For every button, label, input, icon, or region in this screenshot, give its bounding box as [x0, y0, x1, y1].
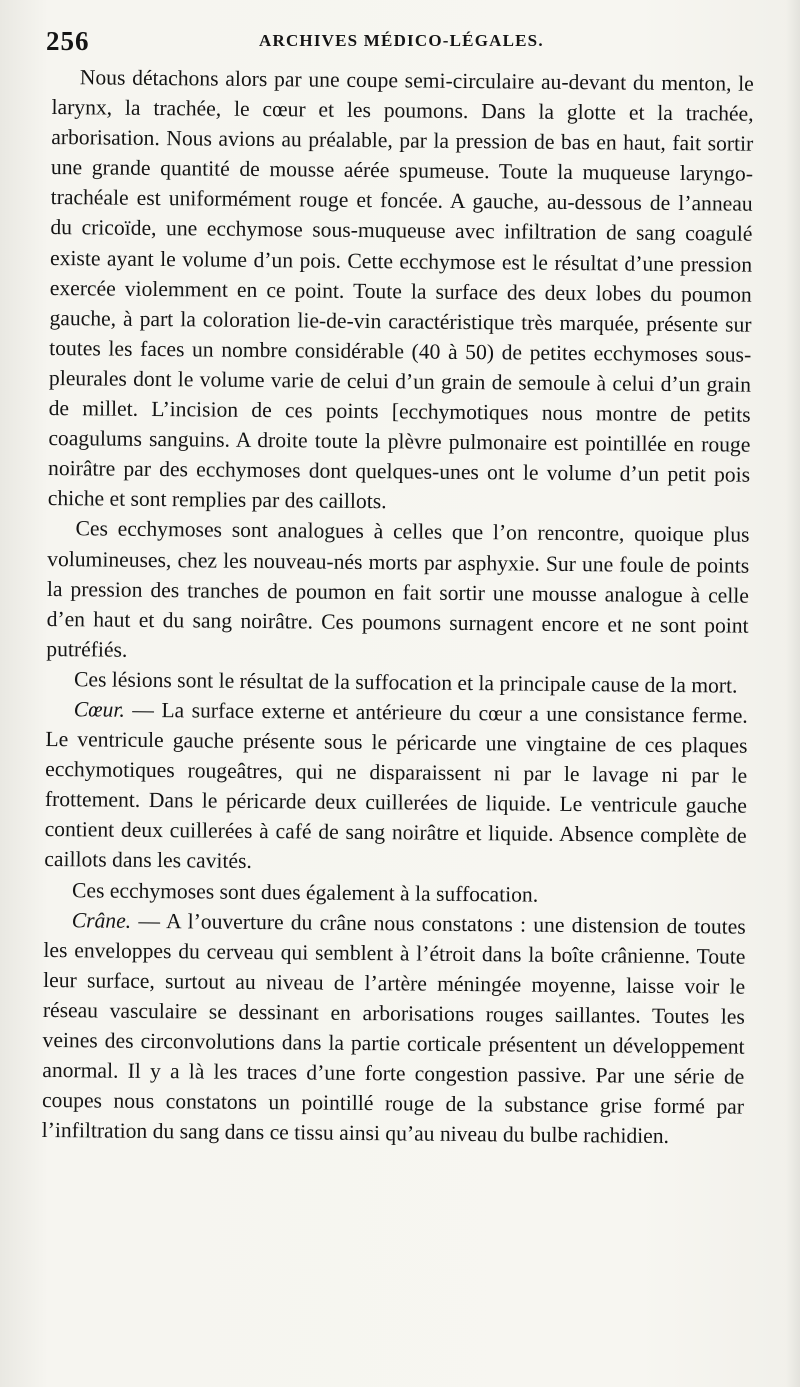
body-text — [42, 62, 754, 1152]
paragraph-text: — A l’ouverture du crâne nous constatons : une distension de toutes les enveloppes du cerveau qui semblent à l’étroit dans la boîte crânienne. Toute leur surface, surtout au niveau de l’artère méningée moyenne, laisse voir le réseau vasculaire se dessinant en arborisations rouges saillantes. Toutes les veines des circonvolutions dans la partie corticale présentent un développement anormal. Il y a là les traces d’une forte congestion passive. Par une série de coupes nous constatons un pointillé rouge de la substance grise formé par l’infiltration du sang dans ce tissu ainsi qu’au niveau du bulbe rachidien. — [41, 908, 746, 1149]
paragraph-asphyxia-comparison — [46, 513, 749, 670]
paragraph-text: Ces ecchymoses sont analogues à celles que l’on rencontre, quoique plus volumineuses, chez les nouveau-nés morts par asphyxie. Sur une foule de points la pression des tranches de poumon en fait sortir une mousse analogue à celle d’en haut et du sang noirâtre. Ces poumons surnagent encore et ne sont point putréfiés. — [46, 516, 750, 662]
paragraph-text: — La surface externe et antérieure du cœur a une consistance ferme. Le ventricule gauche présente sous le péricarde une vingtaine de ces plaques ecchymotiques rougeâtres, qui ne disparaissent ni par le lavage ni par le frottement. Dans le péricarde deux cuillerées de liquide. Le ventricule gauche contient deux cuillerées à café de sang noirâtre et liquide. Absence complète de caillots dans les cavités. — [44, 697, 748, 874]
running-head — [46, 22, 754, 62]
paragraph-heart — [44, 694, 748, 881]
paragraph-skull — [42, 905, 746, 1152]
paragraph-text: Ces ecchymoses sont dues également à la suffocation. — [71, 877, 539, 907]
paragraph-text: Nous détachons alors par une coupe semi-circulaire au-devant du menton, le larynx, la trachée, le cœur et les poumons. Dans la glotte et la trachée, arborisation. Nous avions au préalable, par la pression de bas en haut, fait sortir une grande quantité de mousse aérée spumeuse. Toute la muqueuse laryngo-trachéale est uniformément rouge et foncée. A gauche, au-dessous de l’anneau du cricoïde, une ecchymose sous-muqueuse avec infiltration de sang coagulé existe ayant le volume d’un pois. Cette ecchymose est le résultat d’une pression exercée violemment en ce point. Toute la surface des deux lobes du poumon gauche, à part la coloration lie-de-vin caractéristique très marquée, présente sur toutes les faces un nombre considérable (40 à 50) de petites ecchymoses sous-pleurales dont le volume varie de celui d’un grain de semoule à celui d’un grain de millet. L’incision de ces points [ecchymotiques nous montre de petits coagulums sanguins. A droite toute la plèvre pulmonaire est pointillée en rouge noirâtre par des ecchymoses dont quelques-unes ont le volume d’un petit pois chiche et sont remplies par des caillots. — [47, 65, 754, 514]
page-edge-shadow — [786, 0, 800, 1387]
page-number: 256 — [46, 26, 90, 56]
paragraph-text: Ces lésions sont le résultat de la suffocation et la principale cause de la mort. — [73, 667, 738, 698]
paragraph-lungs — [48, 62, 754, 520]
running-title: ARCHIVES MÉDICO-LÉGALES. — [259, 31, 544, 50]
section-term-skull: Crâne. — [71, 907, 132, 933]
section-term-heart: Cœur. — [73, 697, 125, 722]
